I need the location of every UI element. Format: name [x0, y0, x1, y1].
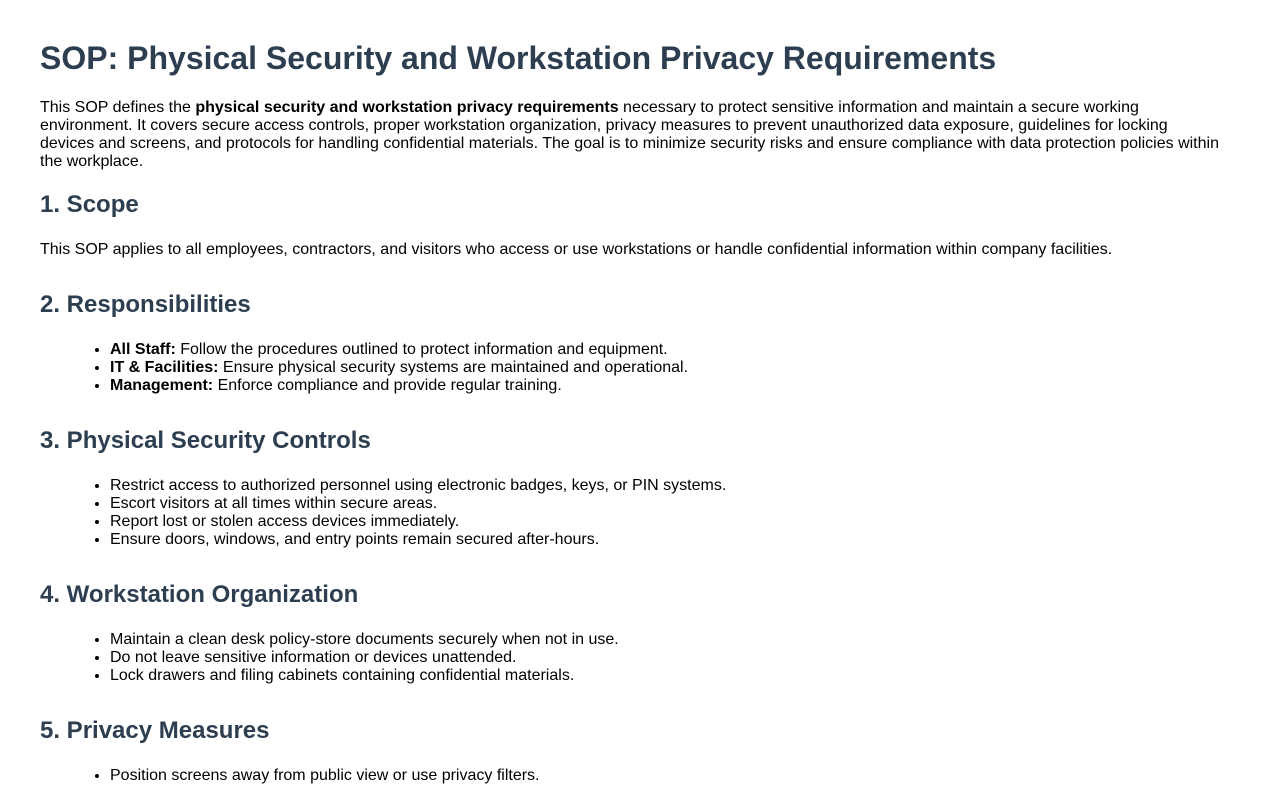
responsibilities-heading: 2. Responsibilities [40, 291, 251, 318]
privacy-list [40, 767, 1223, 785]
workstation-heading: 4. Workstation Organization [40, 581, 359, 608]
role-description: Ensure physical security systems are maintained and operational. [218, 359, 689, 376]
role-label: All Staff: [110, 341, 176, 358]
list-item [110, 359, 1223, 377]
page-title: SOP: Physical Security and Workstation Privacy Requirements [40, 40, 997, 76]
intro-paragraph [40, 99, 1223, 171]
role-label: Management: [110, 377, 214, 394]
list-item: • Restrict access to authorized personnel using electronic badges, keys, or PIN systems. [110, 477, 1223, 495]
responsibilities-list [40, 341, 1223, 395]
list-item: • Lock drawers and filing cabinets containing confidential materials. [110, 667, 1223, 685]
intro-text-start: This SOP defines the [40, 99, 196, 116]
list-item: • Report lost or stolen access devices immediately. [110, 513, 1223, 531]
role-description: Enforce compliance and provide regular training. [213, 377, 562, 394]
physical-controls-heading: 3. Physical Security Controls [40, 427, 371, 454]
privacy-heading: 5. Privacy Measures [40, 717, 270, 744]
list-item: • Do not leave sensitive information or devices unattended. [110, 649, 1223, 667]
intro-text-end: necessary to protect sensitive information and maintain a secure working environment. It covers secure access controls, proper workstation organization, privacy measures to prevent unauthorized data exposure, guidelines for locking devices and screens, and protocols for handling confidential materials. The goal is to minimize security risks and ensure compliance with data protection policies within the workplace. [40, 99, 1219, 170]
scope-heading: 1. Scope [40, 191, 139, 218]
list-item: • Maintain a clean desk policy-store documents securely when not in use. [110, 631, 1223, 649]
list-item [110, 377, 1223, 395]
list-item [110, 341, 1223, 359]
workstation-list [40, 631, 1223, 685]
physical-controls-list [40, 477, 1223, 549]
scope-text: This SOP applies to all employees, contractors, and visitors who access or use workstations or handle confidential information within company facilities. [40, 241, 1113, 258]
list-item: • Escort visitors at all times within secure areas. [110, 495, 1223, 513]
role-label: IT & Facilities: [110, 359, 219, 376]
list-item: • Ensure doors, windows, and entry points remain secured after-hours. [110, 531, 1223, 549]
intro-bold-text: physical security and workstation privacy requirements [195, 99, 619, 116]
list-item: • Position screens away from public view or use privacy filters. [110, 767, 1223, 785]
role-description: Follow the procedures outlined to protect information and equipment. [175, 341, 668, 358]
